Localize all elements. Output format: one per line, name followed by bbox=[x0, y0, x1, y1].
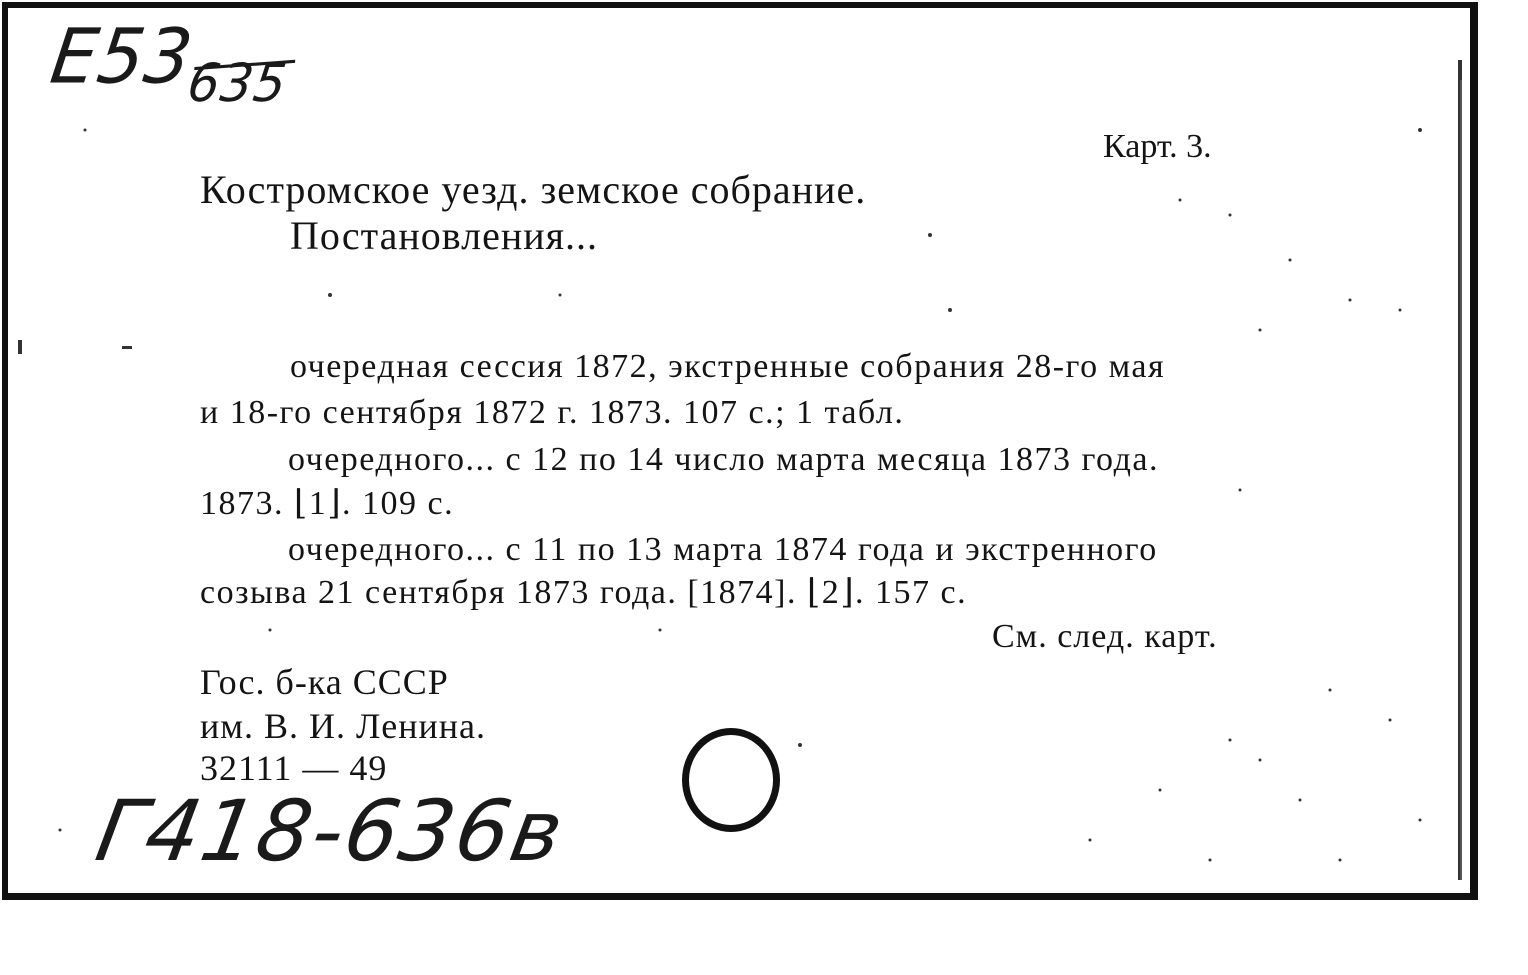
entry-line: очередная сессия 1872, экстренные собрания 28-го мая bbox=[290, 348, 1166, 385]
punch-hole-icon bbox=[682, 728, 780, 832]
entry-line: и 18-го сентября 1872 г. 1873. 107 с.; 1 табл. bbox=[200, 394, 905, 431]
library-line: им. В. И. Ленина. bbox=[200, 706, 486, 746]
card-heading-sub: Постановления... bbox=[290, 213, 599, 258]
shelf-code-sub: 635 bbox=[183, 52, 291, 114]
see-next-card: См. след. карт. bbox=[992, 618, 1218, 655]
entry-line: очередного... с 11 по 13 марта 1874 года и экстренного bbox=[288, 531, 1158, 568]
card-number: Карт. 3. bbox=[1103, 128, 1212, 165]
library-line: Гос. б-ка СССР bbox=[200, 662, 449, 702]
entry-line: созыва 21 сентября 1873 года. [1874]. ⌊2⌋. 157 с. bbox=[200, 574, 968, 611]
library-line: 32111 — 49 bbox=[200, 748, 388, 788]
inventory-number-handwritten: Г418-636в bbox=[89, 782, 572, 880]
entry-line: 1873. ⌊1⌋. 109 с. bbox=[200, 485, 455, 522]
card-heading: Костромское уезд. земское собрание. bbox=[200, 167, 867, 212]
shelf-code-main: E53 bbox=[45, 11, 199, 101]
shelf-code-handwritten bbox=[45, 11, 297, 114]
entry-line: очередного... с 12 по 14 число марта месяца 1873 года. bbox=[288, 441, 1159, 478]
